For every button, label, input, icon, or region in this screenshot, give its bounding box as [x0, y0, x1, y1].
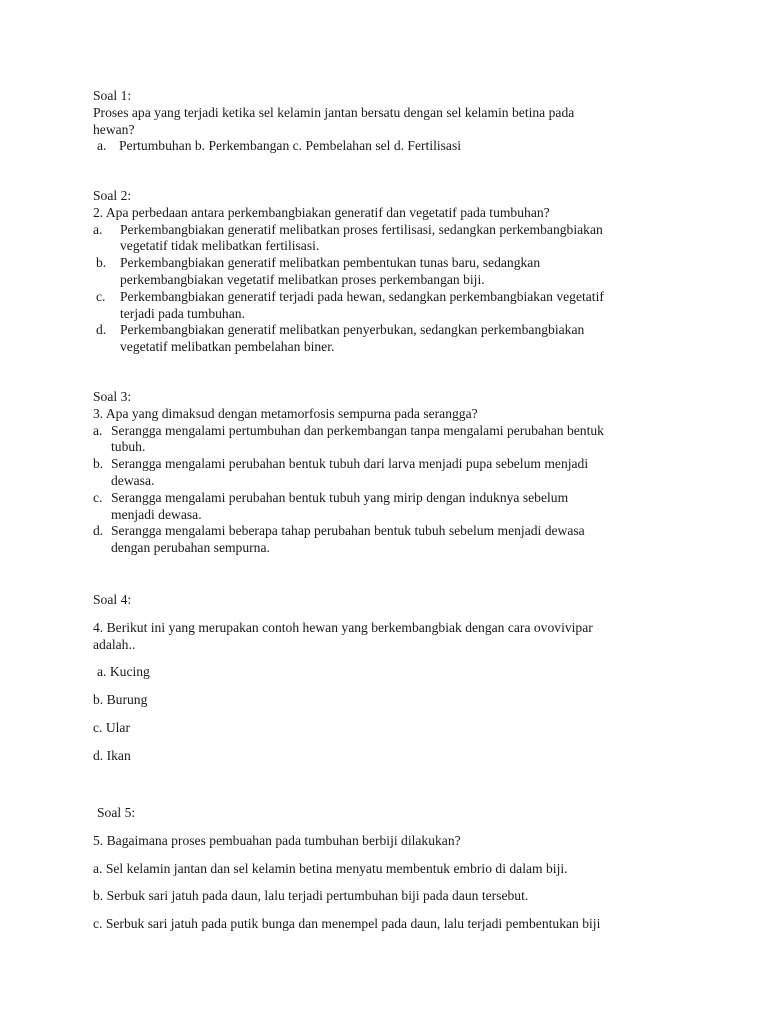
q3-option-d-label: d. — [93, 523, 104, 539]
q2-option-b-label: b. — [96, 255, 107, 271]
q4-option-d: d. Ikan — [93, 747, 131, 763]
q3-question: 3. Apa yang dimaksud dengan metamorfosis sempurna pada serangga? — [93, 405, 478, 421]
q3-option-c-line1: Serangga mengalami perubahan bentuk tubuh yang mirip dengan induknya sebelum — [111, 489, 569, 505]
q2-heading: Soal 2: — [93, 188, 132, 203]
q1-question-line2: hewan? — [93, 121, 135, 137]
q4-option-c: c. Ular — [93, 719, 130, 735]
q3-heading: Soal 3: — [93, 389, 132, 404]
question-3 — [93, 389, 683, 557]
q5-question: 5. Bagaimana proses pembuahan pada tumbuhan berbiji dilakukan? — [93, 832, 461, 848]
q5-option-a: a. Sel kelamin jantan dan sel kelamin betina menyatu membentuk embrio di dalam biji. — [93, 860, 568, 876]
q4-question-line1: 4. Berikut ini yang merupakan contoh hewan yang berkembangbiak dengan cara ovovivipar — [93, 619, 593, 635]
question-5 — [93, 805, 683, 933]
question-1 — [93, 88, 683, 155]
q3-option-a-line2: tubuh. — [111, 439, 146, 455]
q1-option — [93, 138, 683, 155]
q3-option-c-label: c. — [93, 489, 103, 505]
q2-option-a-line1: Perkembangbiakan generatif melibatkan proses fertilisasi, sedangkan perkembangbiakan — [120, 221, 603, 237]
q2-option-c-line1: Perkembangbiakan generatif terjadi pada hewan, sedangkan perkembangbiakan vegetatif — [120, 288, 604, 304]
q4-option-a: a. Kucing — [97, 664, 150, 680]
q2-option-c-line2: terjadi pada tumbuhan. — [120, 305, 245, 321]
q2-option-c-label: c. — [96, 288, 106, 304]
q2-option-b-line2: perkembangbiakan vegetatif melibatkan proses perkembangan biji. — [120, 271, 485, 287]
q2-option-d-label: d. — [96, 322, 107, 338]
q3-option-d-line1: Serangga mengalami beberapa tahap perubahan bentuk tubuh sebelum menjadi dewasa — [111, 523, 585, 539]
q2-option-b — [93, 255, 683, 289]
q1-option-text: Pertumbuhan b. Perkembangan c. Pembelahan sel d. Fertilisasi — [119, 138, 462, 154]
q5-option-c: c. Serbuk sari jatuh pada putik bunga dan menempel pada daun, lalu terjadi pembentukan biji — [93, 916, 601, 932]
question-4 — [93, 592, 683, 765]
q3-option-a-label: a. — [93, 422, 103, 438]
q2-option-d-line2: vegetatif melibatkan pembelahan biner. — [120, 339, 335, 355]
q2-option-b-line1: Perkembangbiakan generatif melibatkan pembentukan tunas baru, sedangkan — [120, 255, 541, 271]
q3-option-b-line1: Serangga mengalami perubahan bentuk tubuh dari larva menjadi pupa sebelum menjadi — [111, 456, 589, 472]
q1-option-label: a. — [97, 138, 107, 154]
q3-option-d — [93, 523, 683, 557]
q2-option-c — [93, 289, 683, 323]
q5-option-b: b. Serbuk sari jatuh pada daun, lalu terjadi pertumbuhan biji pada daun tersebut. — [93, 888, 529, 904]
question-2 — [93, 188, 683, 356]
q3-option-d-line2: dengan perubahan sempurna. — [111, 540, 270, 556]
q3-option-b-line2: dewasa. — [111, 472, 155, 488]
q1-question-line1: Proses apa yang terjadi ketika sel kelamin jantan bersatu dengan sel kelamin betina pada — [93, 104, 575, 120]
q2-option-a-line2: vegetatif tidak melibatkan fertilisasi. — [120, 238, 320, 254]
q3-option-a-line1: Serangga mengalami pertumbuhan dan perkembangan tanpa mengalami perubahan bentuk — [111, 422, 604, 438]
q2-option-a-label: a. — [93, 221, 103, 237]
q5-heading: Soal 5: — [97, 805, 136, 820]
q4-question-line2: adalah.. — [93, 636, 136, 652]
q3-option-b-label: b. — [93, 456, 104, 472]
q2-option-d-line1: Perkembangbiakan generatif melibatkan penyerbukan, sedangkan perkembangbiakan — [120, 322, 585, 338]
q4-heading: Soal 4: — [93, 592, 132, 607]
q3-option-c-line2: menjadi dewasa. — [111, 506, 202, 522]
q3-option-c — [93, 490, 683, 524]
q1-heading: Soal 1: — [93, 88, 132, 103]
q4-option-b: b. Burung — [93, 692, 148, 708]
q2-question: 2. Apa perbedaan antara perkembangbiakan generatif dan vegetatif pada tumbuhan? — [93, 204, 550, 220]
q2-option-d — [93, 322, 683, 356]
q3-option-a — [93, 423, 683, 457]
q2-option-a — [93, 222, 683, 256]
q3-option-b — [93, 456, 683, 490]
